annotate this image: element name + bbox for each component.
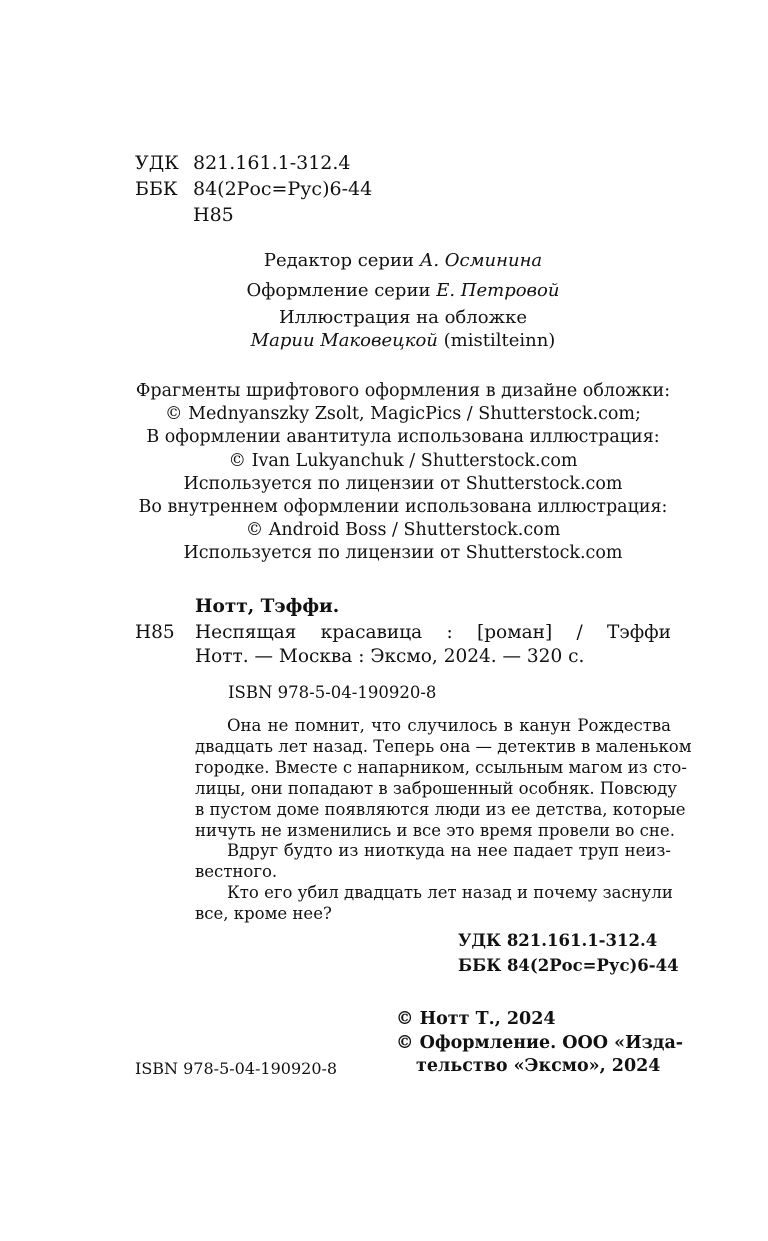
isbn-bottom: ISBN 978-5-04-190920-8 [135, 1059, 338, 1078]
bottom-codes [458, 928, 679, 978]
credit-line: © Ivan Lukyanchuk / Shutterstock.com [228, 450, 578, 471]
annotation-line: двадцать лет назад. Теперь она — детектив в маленьком [195, 736, 692, 756]
bbk-label: ББК [135, 178, 178, 200]
series-design: Оформление серии Е. Петровой [246, 280, 560, 301]
credit-line: © Android Boss / Shutterstock.com [245, 520, 561, 541]
annotation-line: ничуть не изменились и все это время провели во сне. [195, 820, 675, 840]
bib-author-mark: Н85 [135, 622, 175, 643]
bottom-bbk: ББК 84(2Рос=Рус)6-44 [458, 956, 679, 975]
annotation-line: вестного. [195, 862, 278, 882]
annotation-line: Кто его убил двадцать лет назад и почему заснули [227, 883, 673, 903]
bib-description-line1: Неспящая красавица : [роман] / Тэффи [195, 622, 671, 643]
bottom-udk: УДК 821.161.1-312.4 [458, 931, 658, 950]
bbk-value: 84(2Рос=Рус)6-44 [193, 178, 373, 200]
annotation-line: городке. Вместе с напарником, ссыльным магом из сто- [195, 757, 687, 777]
copyright-publisher: тельство «Эксмо», 2024 [416, 1056, 661, 1076]
annotation-line: все, кроме нее? [195, 904, 332, 924]
udk-value: 821.161.1-312.4 [193, 152, 351, 174]
copyright-author: © Нотт Т., 2024 [396, 1009, 556, 1029]
series-editor: Редактор серии А. Осминина [263, 250, 543, 271]
credits-block [135, 380, 671, 566]
annotation-line: лицы, они попадают в заброшенный особняк. Повсюду [195, 778, 677, 798]
copyright-block [396, 1008, 683, 1079]
credit-line: Фрагменты шрифтового оформления в дизайне обложки: [135, 381, 671, 401]
annotation-line: в пустом доме появляются люди из ее детства, которые [195, 799, 686, 819]
credit-line: © Mednyanszky Zsolt, MagicPics / Shutterstock.com; [165, 404, 641, 425]
cover-illustration-label: Иллюстрация на обложке [278, 307, 528, 328]
credit-line: Во внутреннем оформлении использована иллюстрация: [138, 497, 668, 518]
editors-block [135, 249, 671, 272]
series-design-name: Е. Петровой [436, 280, 560, 301]
annotation-block [195, 716, 692, 925]
cover-illustration-block [135, 306, 671, 352]
classification-block [135, 150, 372, 228]
udk-label: УДК [135, 152, 179, 174]
series-editor-name: А. Осминина [419, 250, 543, 271]
cover-illustrator [135, 329, 671, 352]
annotation-line: Вдруг будто из ниоткуда на нее падает труп неиз- [227, 841, 671, 861]
udk-line [135, 150, 372, 176]
cover-illustrator-nick: (mistilteinn) [443, 330, 556, 351]
bib-description-line2: Нотт. — Москва : Эксмо, 2024. — 320 с. [195, 646, 585, 667]
bib-isbn: ISBN 978-5-04-190920-8 [228, 683, 437, 702]
credit-line: Используется по лицензии от Shutterstock.com [183, 543, 623, 564]
author-mark-line [135, 202, 372, 228]
credit-line: В оформлении авантитула использована иллюстрация: [146, 427, 660, 448]
bbk-line [135, 176, 372, 202]
credit-line: Используется по лицензии от Shutterstock.com [183, 473, 623, 494]
series-design-block [135, 279, 671, 302]
annotation-line: Она не помнит, что случилось в канун Рождества [227, 716, 671, 735]
cover-illustrator-name: Марии Маковецкой [250, 330, 438, 351]
author-mark: Н85 [193, 204, 234, 226]
copyright-design: © Оформление. ООО «Изда- [396, 1032, 684, 1053]
author-heading: Нотт, Тэффи. [195, 596, 340, 617]
